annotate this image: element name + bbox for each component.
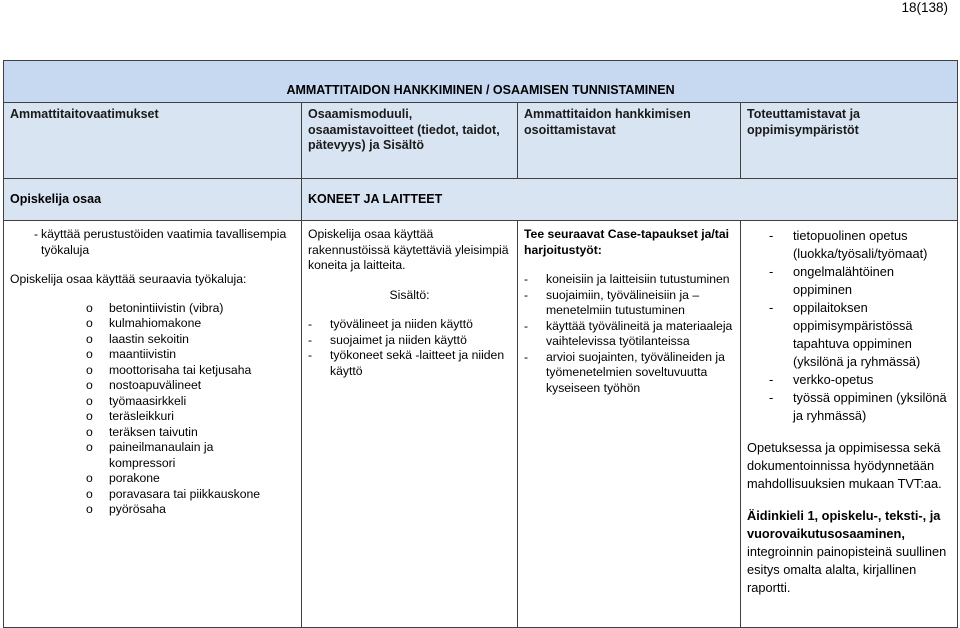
list-item: - arvioi suojainten, työvälineiden ja työmenetelmien soveltuvuutta kyseiseen työhön	[524, 350, 734, 397]
list-item: - työkoneet sekä -laitteet ja niiden käyttö	[308, 348, 511, 379]
list-item: - käyttää perustustöiden vaatimia tavallisempia työkaluja	[10, 227, 295, 258]
subheader-student-can: Opiskelija osaa	[4, 179, 302, 221]
integration-bold: Äidinkieli 1, opiskelu-, teksti-, ja vuorovaikutusosaaminen,	[747, 508, 941, 541]
list-item: o paineilmanaulain ja kompressori	[10, 440, 229, 471]
curriculum-table	[3, 60, 958, 628]
list-item: - oppilaitoksen oppimisympäristössä tapahtuva oppiminen (yksilönä ja ryhmässä)	[747, 299, 951, 371]
list-item: o porakone	[10, 471, 295, 487]
list-item: o pyörösaha	[10, 502, 295, 518]
list-item: - työssä oppiminen (yksilönä ja ryhmässä)	[747, 389, 951, 425]
header-implementation: Toteuttamistavat ja oppimisympäristöt	[741, 103, 958, 179]
list-item: o maantiivistin	[10, 347, 295, 363]
table-title: AMMATTITAIDON HANKKIMINEN / OSAAMISEN TUNNISTAMINEN	[4, 61, 958, 103]
list-item: o teräksen taivutin	[10, 425, 295, 441]
method-list	[747, 227, 951, 425]
header-module: Osaamismoduuli, osaamistavoitteet (tiedot, taidot, pätevyys) ja Sisältö	[302, 103, 518, 179]
demonstration-cell	[518, 221, 741, 628]
list-item: o betonintiivistin (vibra)	[10, 301, 295, 317]
subheader-machines: KONEET JA LAITTEET	[302, 179, 958, 221]
list-item: o kulmahiomakone	[10, 316, 295, 332]
list-item: - suojaimiin, työvälineisiin ja – menetelmiin tutustuminen	[524, 288, 734, 319]
list-item: - ongelmalähtöinen oppiminen	[747, 263, 951, 299]
list-item: o työmaasirkkeli	[10, 394, 295, 410]
list-item: - koneisiin ja laitteisiin tutustuminen	[524, 272, 734, 288]
tvt-paragraph: Opetuksessa ja oppimisessa sekä dokumentoinnissa hyödynnetään mahdollisuuksien mukaan TVT:aa.	[747, 440, 942, 491]
header-demonstration: Ammattitaidon hankkimisen osoittamistavat	[518, 103, 741, 179]
module-cell	[302, 221, 518, 628]
list-item: o moottorisaha tai ketjusaha	[10, 363, 295, 379]
case-heading: Tee seuraavat Case-tapaukset ja/tai harjoitustyöt:	[524, 227, 730, 257]
list-item: - suojaimet ja niiden käyttö	[308, 333, 511, 349]
integration-text: integroinnin painopisteinä suullinen esitys omalta alalta, kirjallinen raportti.	[747, 544, 947, 595]
list-item: - käyttää työvälineitä ja materiaaleja vaihtelevissa työtilanteissa	[524, 319, 734, 350]
list-item: o laastin sekoitin	[10, 332, 295, 348]
page-number: 18(138)	[901, 0, 948, 15]
requirements-cell	[4, 221, 302, 628]
list-item: - työvälineet ja niiden käyttö	[308, 317, 511, 333]
list-item: o nostoapuvälineet	[10, 378, 295, 394]
module-content-list	[308, 317, 511, 379]
list-item: o poravasara tai piikkauskone	[10, 487, 295, 503]
list-item: - tietopuolinen opetus (luokka/työsali/työmaat)	[747, 227, 951, 263]
integration-paragraph	[747, 507, 951, 597]
tools-list	[10, 301, 295, 518]
implementation-cell	[741, 221, 958, 628]
module-intro: Opiskelija osaa käyttää rakennustöissä käytettäviä yleisimpiä koneita ja laitteita.	[308, 227, 509, 272]
sisalto-label: Sisältö:	[389, 287, 430, 302]
list-item: - verkko-opetus	[747, 371, 951, 389]
case-list	[524, 272, 734, 396]
tools-intro: Opiskelija osaa käyttää seuraavia työkaluja:	[10, 272, 247, 286]
list-item: o teräsleikkuri	[10, 409, 295, 425]
requirements-list	[10, 227, 295, 258]
header-requirements: Ammattitaitovaatimukset	[4, 103, 302, 179]
